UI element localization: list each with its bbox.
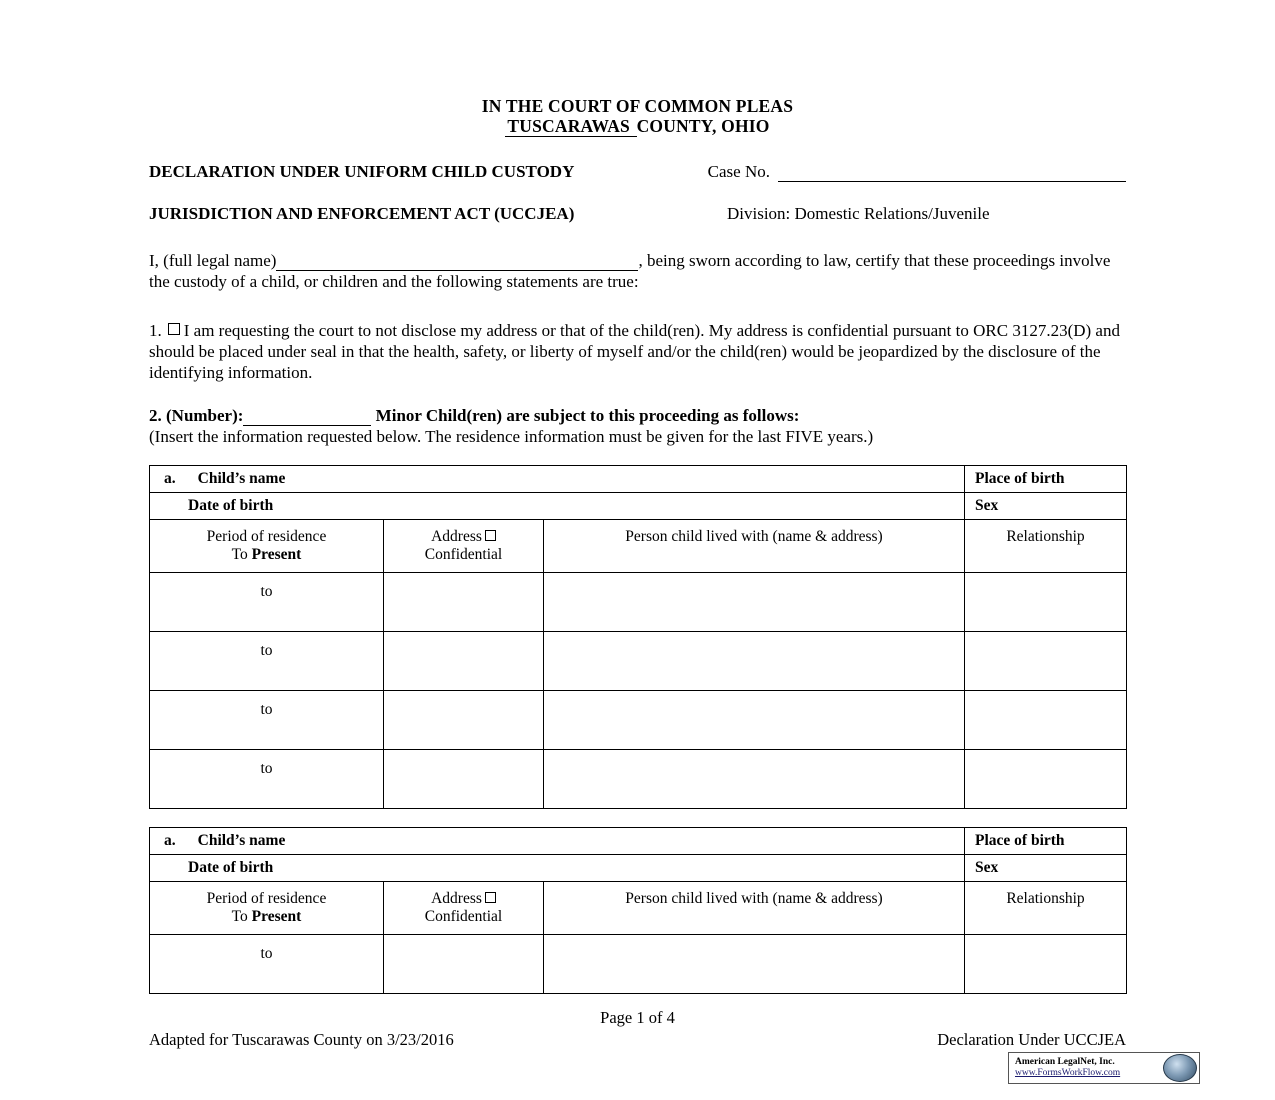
address-cell[interactable]	[384, 691, 544, 750]
item-2-note: (Insert the information requested below. The residence information must be given for the last FIVE years.)	[149, 427, 874, 446]
period-cell[interactable]: to	[150, 573, 384, 632]
address-confidential-checkbox-1[interactable]	[485, 530, 496, 541]
form-title-line1: DECLARATION UNDER UNIFORM CHILD CUSTODY	[149, 162, 575, 181]
court-header	[149, 96, 1126, 136]
table-row	[150, 855, 1127, 882]
child-letter-2: a.	[164, 832, 176, 849]
table-row	[150, 828, 1127, 855]
date-of-birth-header-1: Date of birth	[150, 493, 965, 520]
case-number-field	[708, 162, 1126, 182]
footer-row	[149, 1030, 1126, 1050]
period-cell[interactable]: to	[150, 750, 384, 809]
person-cell[interactable]	[544, 691, 965, 750]
item-2-line	[149, 405, 1126, 426]
sex-header-1: Sex	[965, 493, 1127, 520]
table-row	[150, 882, 1127, 935]
child-name-header-1	[150, 466, 965, 493]
sex-header-2: Sex	[965, 855, 1127, 882]
intro-paragraph	[149, 250, 1126, 292]
address-confidential-header-2	[384, 882, 544, 935]
item-2-lead: 2. (Number):	[149, 406, 244, 425]
table-row	[150, 520, 1127, 573]
address-confidential-checkbox-2[interactable]	[485, 892, 496, 903]
table-row	[150, 935, 1127, 994]
relationship-header-1: Relationship	[965, 520, 1127, 573]
number-of-children-blank[interactable]	[243, 411, 371, 426]
period-of-residence-header-2	[150, 882, 384, 935]
case-number-blank[interactable]	[778, 167, 1126, 182]
case-number-label: Case No.	[707, 162, 770, 181]
title-row-2	[149, 204, 1126, 224]
page-number: Page 1 of 4	[600, 1008, 675, 1027]
table-row	[150, 632, 1127, 691]
title-block	[149, 162, 1126, 224]
period-cell[interactable]: to	[150, 632, 384, 691]
table-row	[150, 691, 1127, 750]
address-cell[interactable]	[384, 935, 544, 994]
court-header-line2	[149, 116, 1126, 136]
relationship-cell[interactable]	[965, 573, 1127, 632]
legalnet-logo-icon	[1163, 1054, 1197, 1082]
place-of-birth-header-2: Place of birth	[965, 828, 1127, 855]
legalnet-stamp	[1008, 1052, 1200, 1084]
period-line2-pre-2: To	[231, 908, 252, 925]
period-line1-2: Period of residence	[206, 890, 327, 907]
item-1-number: 1.	[149, 321, 162, 340]
child-name-label-1: Child’s name	[197, 470, 286, 487]
confidential-label-2: Confidential	[424, 908, 503, 925]
relationship-cell[interactable]	[965, 691, 1127, 750]
table-row	[150, 493, 1127, 520]
person-cell[interactable]	[544, 573, 965, 632]
period-line2-pre-1: To	[231, 546, 252, 563]
period-cell[interactable]: to	[150, 935, 384, 994]
child-name-header-2	[150, 828, 965, 855]
confidential-address-checkbox[interactable]	[168, 323, 180, 335]
item-1	[149, 320, 1126, 383]
legalnet-url[interactable]: www.FormsWorkFlow.com	[1015, 1068, 1121, 1078]
address-label-2: Address	[431, 890, 482, 907]
intro-pre: I, (full legal name)	[149, 251, 277, 270]
address-cell[interactable]	[384, 573, 544, 632]
person-cell[interactable]	[544, 632, 965, 691]
full-legal-name-blank[interactable]	[276, 256, 638, 271]
person-cell[interactable]	[544, 750, 965, 809]
child-table-2	[149, 827, 1127, 994]
place-of-birth-header-1: Place of birth	[965, 466, 1127, 493]
child-table-1	[149, 465, 1127, 809]
relationship-header-2: Relationship	[965, 882, 1127, 935]
item-2-bold-after: Minor Child(ren) are subject to this proceeding as follows:	[375, 406, 800, 425]
division-label: Division: Domestic Relations/Juvenile	[727, 204, 990, 223]
address-cell[interactable]	[384, 632, 544, 691]
legalnet-company: American LegalNet, Inc.	[1015, 1057, 1115, 1067]
period-line2-bold-1: Present	[251, 546, 302, 563]
period-line2-bold-2: Present	[251, 908, 302, 925]
court-header-line1: IN THE COURT OF COMMON PLEAS	[481, 96, 794, 116]
child-letter-1: a.	[164, 470, 176, 487]
child-name-label-2: Child’s name	[197, 832, 286, 849]
date-of-birth-header-2: Date of birth	[150, 855, 965, 882]
legalnet-stamp-text	[1009, 1057, 1120, 1079]
address-cell[interactable]	[384, 750, 544, 809]
relationship-cell[interactable]	[965, 935, 1127, 994]
period-cell[interactable]: to	[150, 691, 384, 750]
table-row	[150, 466, 1127, 493]
relationship-cell[interactable]	[965, 632, 1127, 691]
item-2	[149, 405, 1126, 447]
title-row-1	[149, 162, 1126, 182]
period-line1-1: Period of residence	[206, 528, 327, 545]
form-title-line2: JURISDICTION AND ENFORCEMENT ACT (UCCJEA)	[149, 204, 575, 223]
address-label-1: Address	[431, 528, 482, 545]
confidential-label-1: Confidential	[424, 546, 503, 563]
footer-adapted: Adapted for Tuscarawas County on 3/23/2016	[149, 1030, 454, 1049]
relationship-cell[interactable]	[965, 750, 1127, 809]
person-lived-with-header-1: Person child lived with (name & address)	[544, 520, 965, 573]
county-name: TUSCARAWAS	[507, 116, 635, 136]
period-of-residence-header-1	[150, 520, 384, 573]
intro-post: , being sworn according to law, certify that these proceedings involve the custody of a child, or children and the following statements are true:	[149, 251, 1111, 291]
document-body	[149, 96, 1126, 994]
page-footer	[149, 1008, 1126, 1050]
table-row	[150, 750, 1127, 809]
footer-form-name: Declaration Under UCCJEA	[937, 1030, 1126, 1049]
person-lived-with-header-2: Person child lived with (name & address)	[544, 882, 965, 935]
county-suffix: COUNTY, OHIO	[636, 116, 770, 136]
address-confidential-header-1	[384, 520, 544, 573]
item-1-text: I am requesting the court to not disclose my address or that of the child(ren). My address is confidential pursuant to ORC 3127.23(D) and should be placed under seal in that the health, safety, or liberty of myself and/or the child(ren) would be jeopardized by the disclosure of the identifying information.	[149, 321, 1120, 382]
table-row	[150, 573, 1127, 632]
person-cell[interactable]	[544, 935, 965, 994]
